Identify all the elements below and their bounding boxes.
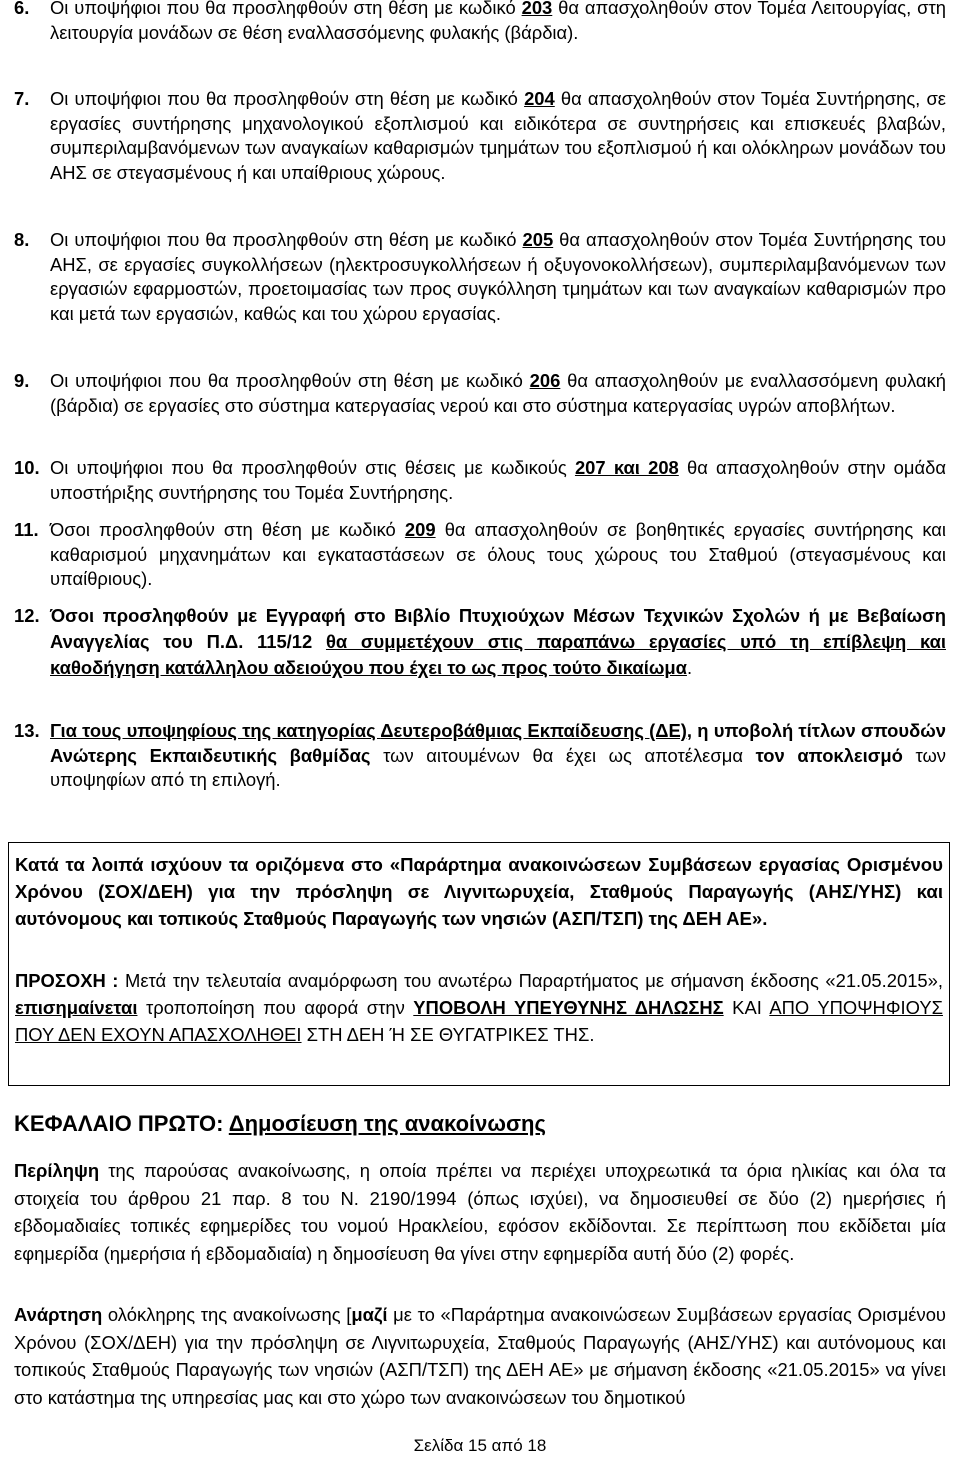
list-item-10	[14, 456, 946, 505]
item-number: 13.	[14, 720, 40, 741]
list-item-8	[14, 228, 946, 326]
notice-box	[8, 842, 950, 1086]
item-number: 12.	[14, 605, 40, 626]
position-code: 205	[522, 229, 554, 250]
notice-attention-text: ΠΡΟΣΟΧΗ : Μετά την τελευταία αναμόρφωση του ανωτέρω Παραρτήματος με σήμανση έκδοσης «21.05.2015», επισημαίνεται τροποποίηση που αφορά στην ΥΠΟΒΟΛΗ ΥΠΕΥΘΥΝΗΣ ΔΗΛΩΣΗΣ ΚΑΙ ΑΠΟ ΥΠΟΨΗΦΙΟΥΣ ΠΟΥ ΔΕΝ ΕΧΟΥΝ ΑΠΑΣΧΟΛΗΘΕΙ ΣΤΗ ΔΕΗ Ή ΣΕ ΘΥΓΑΤΡΙΚΕΣ ΤΗΣ.	[15, 970, 943, 1045]
item-number: 11.	[14, 519, 39, 540]
summary-label: Περίληψη	[14, 1160, 100, 1181]
item-text: Οι υποψήφιοι που θα προσληφθούν στη θέση με κωδικό 203 θα απασχοληθούν στον Τομέα Λειτουργίας, στη λειτουργία μονάδων σε θέση εναλλασσόμενης φυλακής (βάρδια).	[50, 0, 946, 45]
summary-paragraph: Περίληψη της παρούσας ανακοίνωσης, η οποία πρέπει να περιέχει υποχρεωτικά τα όρια ηλικίας και όλα τα στοιχεία του άρθρου 21 παρ. 8 του Ν. 2190/1994 (όπως ισχύει), να δημοσιευθεί σε δύο (2) ημερήσιες ή εβδομαδιαίες τοπικές εφημερίδες του νομού Ηρακλείου, εφόσον εκδίδονται. Σε περίπτωση που εκδίδεται μία εφημερίδα (ημερήσια ή εβδομαδιαία) η δημοσίευση θα γίνει στην εφημερίδα αυτή δύο (2) φορές.	[14, 1160, 946, 1264]
list-item-11	[14, 518, 946, 592]
attention-label: ΠΡΟΣΟΧΗ :	[15, 970, 119, 991]
item-number: 9.	[14, 370, 30, 391]
page-footer: Σελίδα 15 από 18	[413, 1436, 547, 1455]
item-text: Οι υποψήφιοι που θα προσληφθούν στις θέσεις με κωδικούς 207 και 208 θα απασχοληθούν στην ομάδα υποστήριξης συντήρησης του Τομέα Συντήρησης.	[50, 457, 947, 503]
list-item-7	[14, 87, 946, 185]
item-number: 6.	[14, 0, 30, 18]
item-number: 8.	[14, 229, 30, 250]
item-text: Οι υποψήφιοι που θα προσληφθούν στη θέση με κωδικό 206 θα απασχοληθούν με εναλλασσόμενη φυλακή (βάρδια) σε εργασίες στο σύστημα κατεργασίας νερού και στο σύστημα κατεργασίας υγρών αποβλήτων.	[50, 370, 946, 416]
chapter-title: Δημοσίευση της ανακοίνωσης	[228, 1111, 546, 1136]
position-code: 206	[529, 370, 561, 391]
posting-label: Ανάρτηση	[14, 1304, 103, 1325]
list-item-12	[14, 603, 946, 681]
item-text: Οι υποψήφιοι που θα προσληφθούν στη θέση με κωδικό 204 θα απασχοληθούν στον Τομέα Συντήρησης, σε εργασίες συντήρησης μηχανολογικού εξοπλισμού και ειδικότερα σε συντηρήσεις και επισκευές βλαβών, συμπεριλαμβανόμενων των αναγκαίων καθαρισμών τμημάτων του εξοπλισμού ή και ολόκληρων μονάδων του ΑΗΣ σε στεγασμένους ή και υπαίθριους χώρους.	[50, 88, 946, 183]
posting-paragraph: Ανάρτηση ολόκληρης της ανακοίνωσης [μαζί με το «Παράρτημα ανακοινώσεων Συμβάσεων εργασίας Ορισμένου Χρόνου (ΣΟΧ/ΔΕΗ) για την πρόσληψη σε Λιγνιτωρυχεία, Σταθμούς Παραγωγής (ΑΗΣ/ΥΗΣ) και αυτόνομους και τοπικούς Σταθμούς Παραγωγής των νησιών (ΑΣΠ/ΤΣΠ) της ΔΕΗ ΑΕ» με σήμανση έκδοσης «21.05.2015» να γίνει στο κατάστημα της υπηρεσίας μας και στο χώρο των ανακοινώσεων του δημοτικού	[14, 1304, 946, 1408]
position-code: 203	[521, 0, 553, 18]
item-number: 7.	[14, 88, 30, 109]
list-item-13	[14, 719, 946, 793]
list-item-9	[14, 369, 946, 418]
item-text: Όσοι προσληφθούν με Εγγραφή στο Βιβλίο Πτυχιούχων Μέσων Τεχνικών Σχολών ή με Βεβαίωση Αναγγελίας του Π.Δ. 115/12 θα συμμετέχουν στις παραπάνω εργασίες υπό τη επίβλεψη και καθοδήγηση κατάλληλου αδειούχου που έχει το ως προς τούτο δικαίωμα.	[50, 605, 947, 678]
position-code: 207 και 208	[574, 457, 679, 478]
item-number: 10.	[14, 457, 40, 478]
item-text: Για τους υποψηφίους της κατηγορίας Δευτεροβάθμιας Εκπαίδευσης (ΔΕ), η υποβολή τίτλων σπουδών Ανώτερης Εκπαιδευτικής βαθμίδας των αιτουμένων θα έχει ως αποτέλεσμα τον αποκλεισμό των υποψηφίων από τη επιλογή.	[50, 720, 946, 791]
supervision-note: θα συμμετέχουν στις παραπάνω εργασίες υπό τη επίβλεψη και καθοδήγηση κατάλληλου αδειούχου που έχει το ως προς τούτο δικαίωμα	[50, 631, 947, 678]
item-text: Όσοι προσληφθούν στη θέση με κωδικό 209 θα απασχοληθούν σε βοηθητικές εργασίες συντήρησης και καθαρισμού μηχανημάτων και εγκαταστάσεων σε όλους τους χώρους του Σταθμού (στεγασμένους και υπαίθριους).	[50, 519, 947, 590]
notice-main-text: Κατά τα λοιπά ισχύουν τα οριζόμενα στο «Παράρτημα ανακοινώσεων Συμβάσεων εργασίας Ορισμένου Χρόνου (ΣΟΧ/ΔΕΗ) για την πρόσληψη σε Λιγνιτωρυχεία, Σταθμούς Παραγωγής (ΑΗΣ/ΥΗΣ) και αυτόνομους και τοπικούς Σταθμούς Παραγωγής των νησιών (ΑΣΠ/ΤΣΠ) της ΔΕΗ ΑΕ».	[15, 854, 943, 929]
list-item-6	[14, 0, 946, 45]
chapter-heading: ΚΕΦΑΛΑΙΟ ΠΡΩΤΟ: Δημοσίευση της ανακοίνωσης	[14, 1111, 546, 1136]
item-text: Οι υποψήφιοι που θα προσληφθούν στη θέση με κωδικό 205 θα απασχοληθούν στον Τομέα Συντήρησης του ΑΗΣ, σε εργασίες συγκολλήσεων (ηλεκτροσυγκολλήσεων ή οξυγονοκολλήσεων), συμπεριλαμβανόμενων των εργασιών εφαρμοστών, προετοιμασίας των προς συγκόλληση τμημάτων και των αναγκαίων καθαρισμών προ και μετά των εργασιών, καθώς και του χώρου εργασίας.	[50, 229, 946, 324]
position-code: 209	[404, 519, 436, 540]
position-code: 204	[524, 88, 555, 109]
